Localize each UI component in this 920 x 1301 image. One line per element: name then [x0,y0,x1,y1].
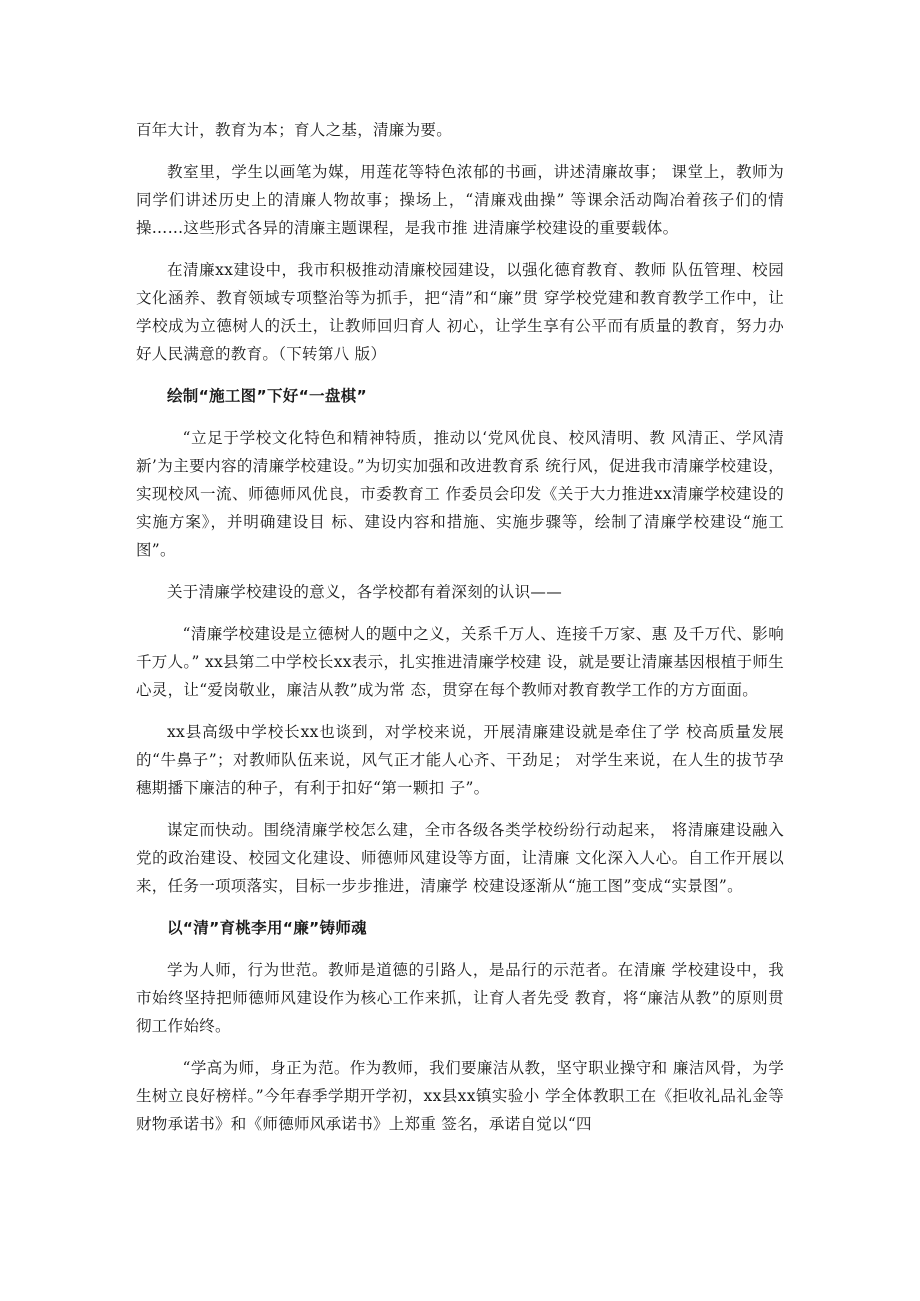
section-heading-teachers: 以“清”育桃李用“廉”铸师魂 [167,919,367,937]
paragraph-teacher-ethics: 学为人师，行为世范。教师是道德的引路人，是品行的示范者。在清廉 学校建设中，我市始终坚持把师德师风建设作为核心工作来抓，让育人者先受 教育，将“廉洁从教”的原则贯彻工作始终。 [136,961,784,1035]
paragraph-intro: 百年大计，教育为本；育人之基，清廉为要。 [136,121,453,139]
paragraph-construction: 在清廉xx建设中，我市积极推动清廉校园建设，以强化德育教育、教师 队伍管理、校园文化涵养、教育领域专项整治等为抓手，把“清”和“廉”贯 穿学校党建和教育教学工作中，让学校成为立德树人的沃土，让教师回归育人 初心，让学生享有公平而有质量的教育，努力办好人民满意的教育。（下转第八 版） [136,261,784,363]
paragraph-pledge: “学高为师，身正为范。作为教师，我们要廉洁从教，坚守职业操守和 廉洁风骨，为学生树立良好榜样。”今年春季学期开学初，xx县xx镇实验小 学全体教职工在《拒收礼品礼金等财物承诺书》和《师德师风承诺书》上郑重 签名，承诺自觉以“四 [136,1059,784,1133]
paragraph-action: 谋定而快动。围绕清廉学校怎么建，全市各级各类学校纷纷行动起来， 将清廉建设融入党的政治建设、校园文化建设、师德师风建设等方面，让清廉 文化深入人心。自工作开展以来，任务一项项落实，目标一步步推进，清廉学 校建设逐渐从“施工图”变成“实景图”。 [136,821,784,895]
paragraph-classroom: 教室里，学生以画笔为媒，用莲花等特色浓郁的书画，讲述清廉故事； 课堂上，教师为同学们讲述历史上的清廉人物故事；操场上，“清廉戏曲操” 等课余活动陶冶着孩子们的情操……这些形式各异的清廉主题课程，是我市推 进清廉学校建设的重要载体。 [136,163,784,237]
paragraph-principal-quote: “清廉学校建设是立德树人的题中之义，关系千万人、连接千万家、惠 及千万代、影响千万人。” xx县第二中学校长xx表示，扎实推进清廉学校建 设，就是要让清廉基因根植于师生心灵，让“爱岗敬业，廉洁从教”成为常 态，贯穿在每个教师对教育教学工作的方方面面。 [136,625,784,699]
section-heading-blueprint: 绘制“施工图”下好“一盘棋” [167,387,367,405]
paragraph-high-school: xx县高级中学校长xx也谈到，对学校来说，开展清廉建设就是牵住了学 校高质量发展的“牛鼻子”；对教师队伍来说，风气正才能人心齐、干劲足； 对学生来说，在人生的拔节孕穗期播下廉洁的种子，有利于扣好“第一颗扣 子”。 [136,723,784,797]
paragraph-significance: 关于清廉学校建设的意义，各学校都有着深刻的认识—— [167,583,563,601]
paragraph-plan: “立足于学校文化特色和精神特质，推动以‘党风优良、校风清明、教 风清正、学风清新’为主要内容的清廉学校建设。”为切实加强和改进教育系 统行风，促进我市清廉学校建设，实现校风一流、师德师风优良，市委教育工 作委员会印发《关于大力推进xx清廉学校建设的实施方案》，并明确建设目 标、建设内容和措施、实施步骤等，绘制了清廉学校建设“施工图”。 [136,429,784,559]
